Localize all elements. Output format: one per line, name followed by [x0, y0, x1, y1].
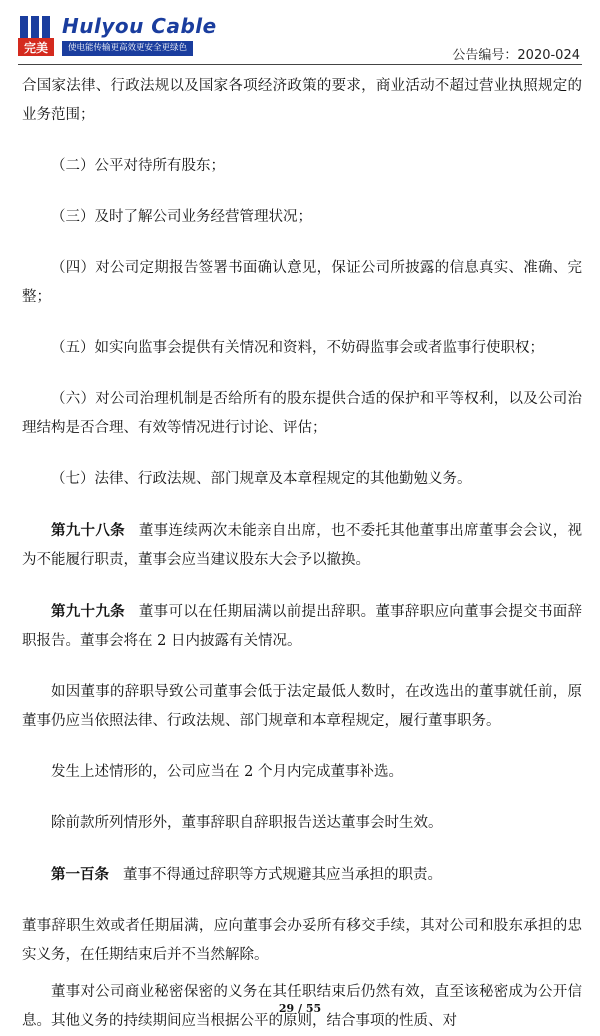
paragraph: （二）公平对待所有股东； [51, 158, 225, 174]
article-text: 董事可以在任期届满以前提出辞职。董事辞职应向董事会提交书面辞职报告。董事会将在 2 日内披露有关情况。 [22, 604, 583, 649]
paragraph: （六）对公司治理机制是否给所有的股东提供合适的保护和平等权利，以及公司治理结构是否合理、有效等情况进行讨论、评估； [22, 391, 582, 436]
paragraph: 除前款所列情形外，董事辞职自辞职报告送达董事会时生效。 [51, 815, 443, 831]
paragraph: 董事辞职生效或者任期届满，应向董事会办妥所有移交手续，其对公司和股东承担的忠实义务，在任期结束后并不当然解除。 [22, 918, 582, 963]
logo-mark-icon [18, 12, 56, 58]
header-divider [18, 64, 582, 65]
article-title: 第九十八条 [51, 522, 125, 539]
logo-chinese-text: 完美 [23, 41, 49, 55]
article-98 [22, 516, 582, 575]
logo-brand-name: Hulyou Cable [62, 14, 217, 38]
paragraph: （五）如实向监事会提供有关情况和资料，不妨碍监事会或者监事行使职权； [51, 340, 544, 356]
paragraph: （三）及时了解公司业务经营管理状况； [51, 209, 312, 225]
paragraph: 发生上述情形的，公司应当在 2 个月内完成董事补选。 [51, 764, 403, 780]
paragraph: 合国家法律、行政法规以及国家各项经济政策的要求，商业活动不超过营业执照规定的业务范围； [22, 78, 582, 123]
article-title: 第九十九条 [51, 603, 125, 620]
paragraph: （七）法律、行政法规、部门规章及本章程规定的其他勤勉义务。 [51, 471, 472, 487]
article-text: 董事不得通过辞职等方式规避其应当承担的职责。 [123, 867, 442, 883]
page-header [0, 0, 600, 68]
logo-slogan: 使电能传输更高效更安全更绿色 [62, 41, 193, 56]
paragraph: （四）对公司定期报告签署书面确认意见，保证公司所披露的信息真实、准确、完整； [22, 260, 582, 305]
article-text: 董事连续两次未能亲自出席，也不委托其他董事出席董事会会议，视为不能履行职责，董事会应当建议股东大会予以撤换。 [22, 523, 583, 568]
document-body [22, 72, 582, 1036]
article-title: 第一百条 [51, 866, 109, 883]
article-100 [22, 860, 582, 890]
notice-number: 公告编号：2020-024 [452, 48, 580, 63]
paragraph: 董事对公司商业秘密保密的义务在其任职结束后仍然有效，直至该秘密成为公开信息。其他义务的持续期间应当根据公平的原则，结合事项的性质、对 [22, 984, 582, 1029]
article-99 [22, 597, 582, 656]
company-logo [18, 12, 217, 58]
paragraph: 如因董事的辞职导致公司董事会低于法定最低人数时，在改选出的董事就任前，原董事仍应当依照法律、行政法规、部门规章和本章程规定，履行董事职务。 [22, 684, 582, 729]
page-number: 29 / 55 [278, 1002, 322, 1015]
